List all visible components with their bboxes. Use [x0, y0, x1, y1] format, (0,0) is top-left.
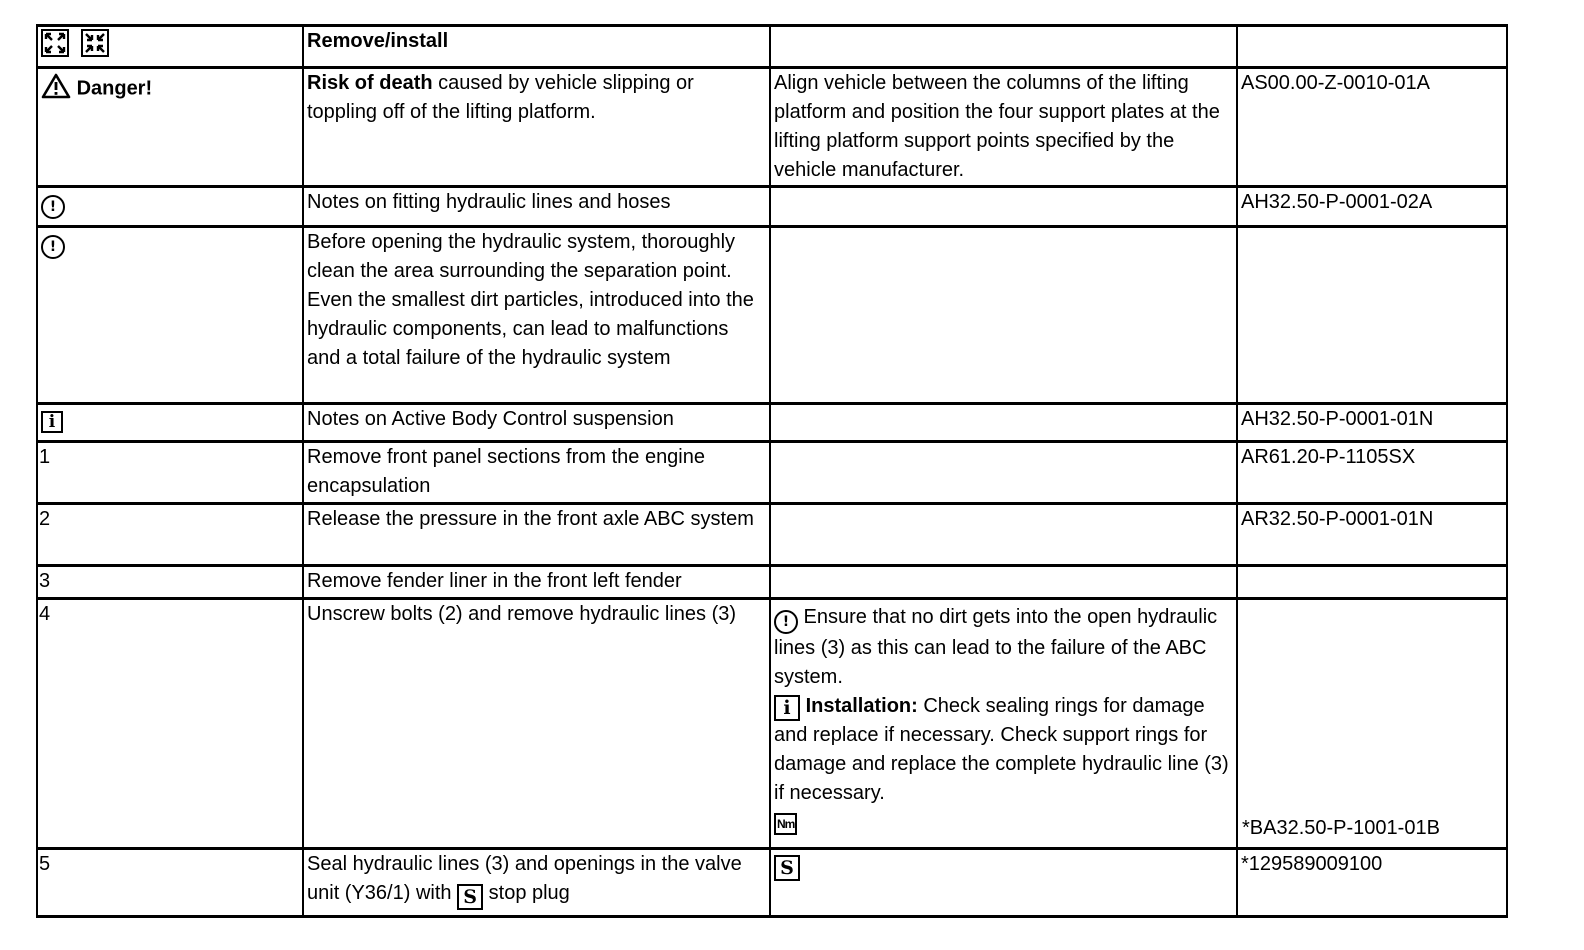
step-number: 5	[39, 853, 51, 875]
table-header-row	[37, 26, 1507, 68]
header-title: Remove/install	[307, 30, 449, 52]
note-text: Before opening the hydraulic system, thoroughly clean the area surrounding the separation point. Even the smallest dirt particles, introduced into the hydraulic components, can lead to malfunctions and a total failure of the hydraulic system	[307, 231, 754, 369]
reference-link[interactable]: AS00.00-Z-0010-01A	[1241, 72, 1431, 94]
collapse-icon[interactable]	[81, 27, 109, 66]
reference-link[interactable]: *BA32.50-P-1001-01B	[1242, 817, 1440, 839]
step-text: Release the pressure in the front axle ABC system	[307, 508, 754, 530]
table-row	[37, 68, 1507, 187]
note-text: Notes on fitting hydraulic lines and hoses	[307, 191, 671, 213]
attention-note-icon: !	[774, 610, 798, 634]
step-number: 3	[39, 570, 51, 592]
table-row	[37, 404, 1507, 442]
step-text-suffix: stop plug	[483, 882, 570, 904]
attention-note-icon: !	[41, 235, 65, 259]
reference-link[interactable]: AR61.20-P-1105SX	[1241, 446, 1416, 468]
note-text: Notes on Active Body Control suspension	[307, 408, 674, 430]
table-row	[37, 227, 1507, 404]
expand-icon[interactable]	[41, 27, 69, 66]
danger-bold-text: Risk of death	[307, 72, 433, 94]
special-tool-icon[interactable]: S	[457, 884, 483, 910]
info-icon: i	[41, 411, 63, 433]
table-row	[37, 566, 1507, 599]
table-row	[37, 599, 1507, 849]
danger-instruction: Align vehicle between the columns of the lifting platform and position the four support plates at the lifting platform support points specified by the vehicle manufacturer.	[774, 72, 1220, 181]
table-row	[37, 187, 1507, 227]
reference-link[interactable]: AH32.50-P-0001-01N	[1241, 408, 1434, 430]
step-text: Unscrew bolts (2) and remove hydraulic lines (3)	[307, 603, 737, 625]
installation-label: Installation:	[805, 695, 918, 717]
step-number: 1	[39, 446, 51, 468]
table-row	[37, 442, 1507, 504]
step-text: Remove fender liner in the front left fender	[307, 570, 682, 592]
step-text: Remove front panel sections from the engine encapsulation	[307, 446, 705, 497]
step-text: Seal hydraulic lines (3) and openings in the valve unit (Y36/1) with	[307, 853, 742, 904]
warning-triangle-icon	[41, 73, 71, 105]
danger-label: Danger!	[76, 77, 153, 100]
installation-text: Check sealing rings for damage and replace if necessary. Check support rings for damage and replace the complete hydraulic line (3) if necessary.	[774, 695, 1229, 804]
reference-link[interactable]: *129589009100	[1241, 853, 1383, 875]
reference-link[interactable]: AH32.50-P-0001-02A	[1241, 191, 1433, 213]
step-number: 2	[39, 508, 51, 530]
table-row	[37, 504, 1507, 566]
attention-note-icon: !	[41, 195, 65, 219]
step-number: 4	[39, 603, 51, 625]
procedure-table	[36, 24, 1508, 918]
reference-link[interactable]: AR32.50-P-0001-01N	[1241, 508, 1434, 530]
step-note: Ensure that no dirt gets into the open hydraulic lines (3) as this can lead to the failure of the ABC system.	[774, 606, 1218, 688]
special-tool-icon[interactable]: S	[774, 855, 800, 881]
danger-text: caused by vehicle slipping or toppling off of the lifting platform.	[307, 72, 694, 123]
table-row	[37, 849, 1507, 917]
info-icon: i	[774, 695, 800, 721]
torque-nm-icon[interactable]: Nm	[774, 813, 797, 835]
